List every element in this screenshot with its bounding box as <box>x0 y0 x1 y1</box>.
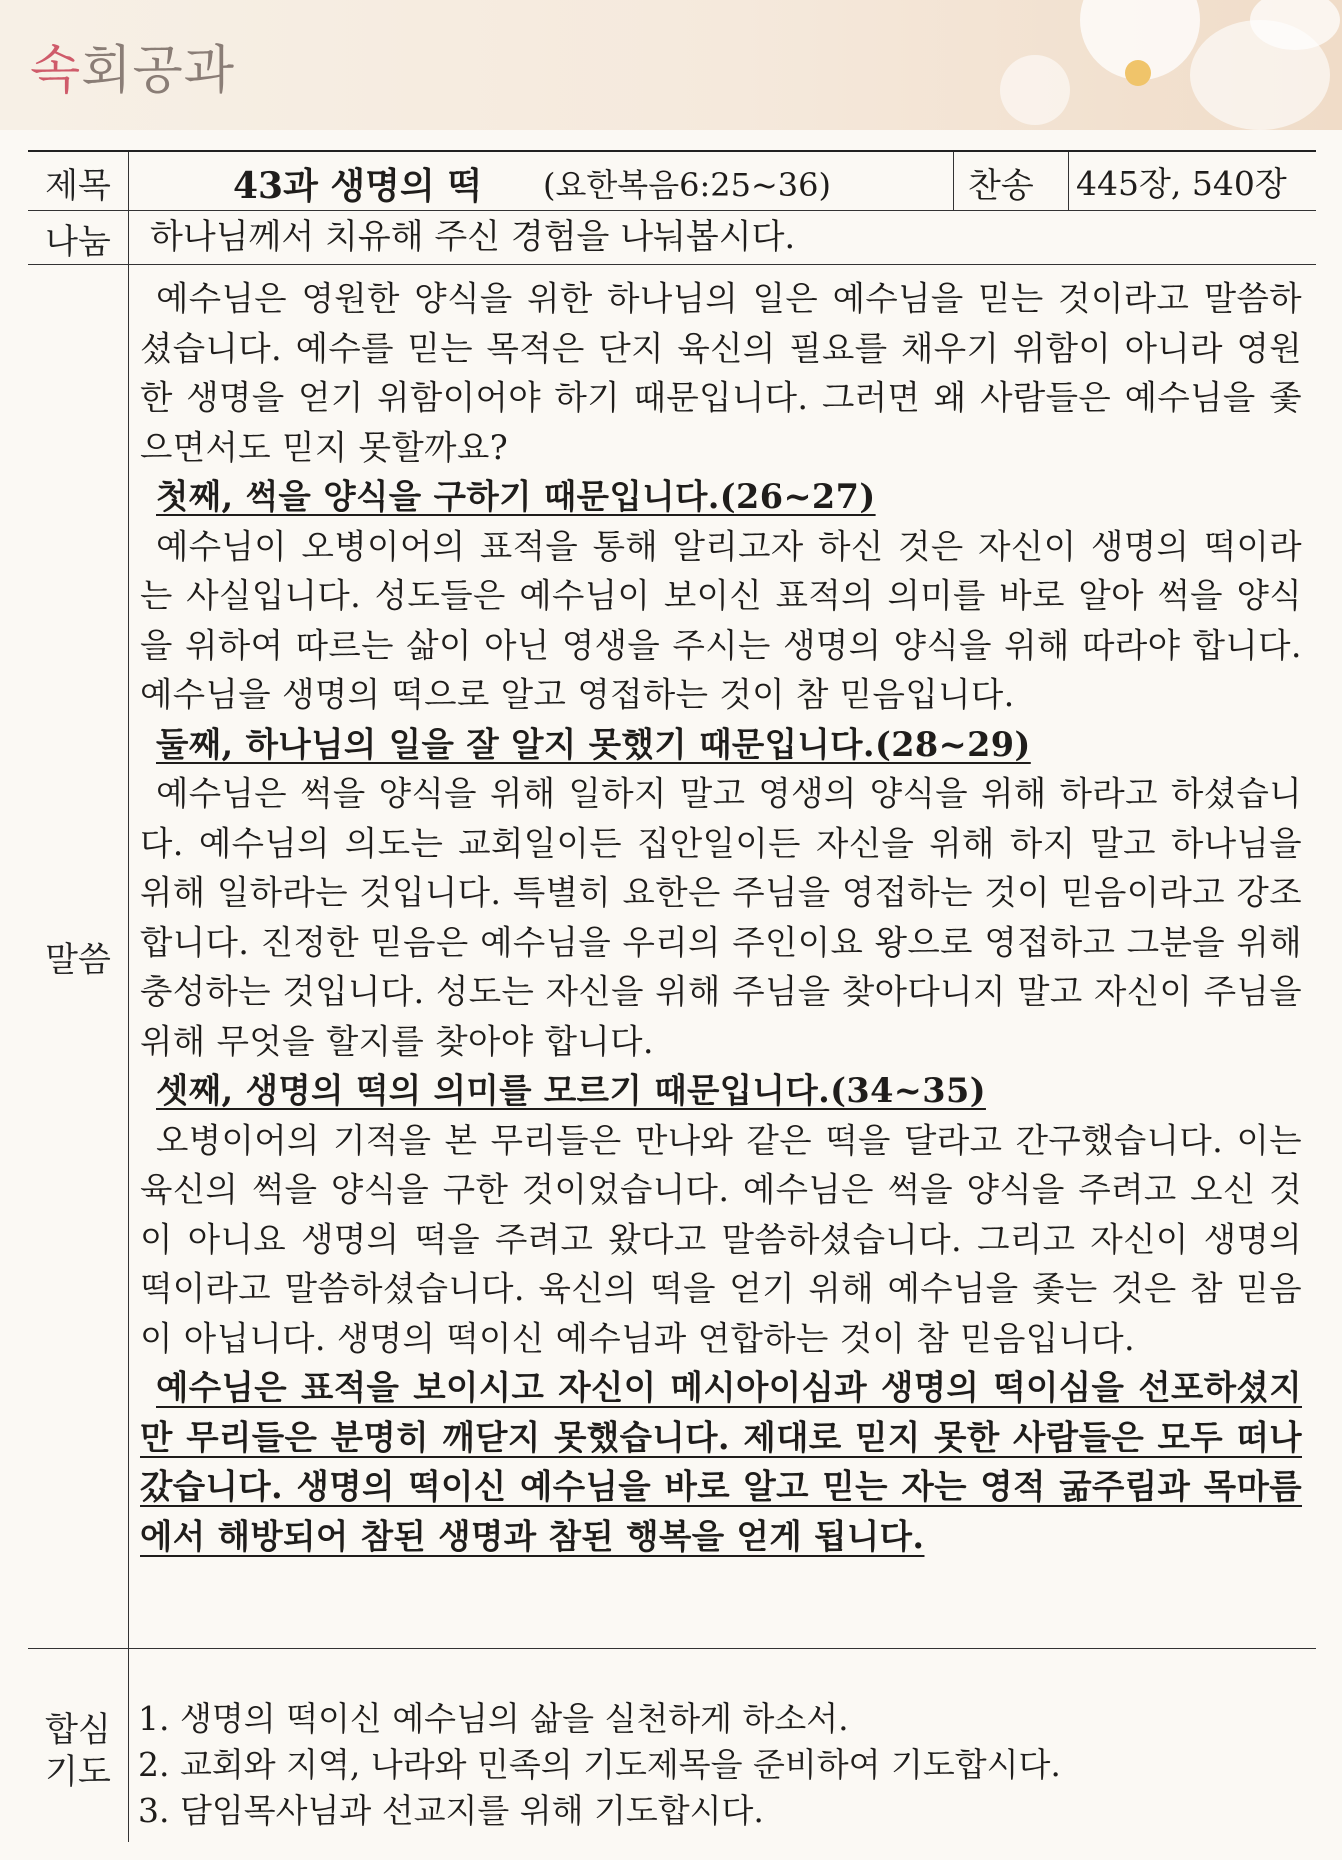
label-column-divider <box>128 152 129 1842</box>
section-tag-rest: 회공과 <box>81 41 235 101</box>
subject-label: 제목 <box>45 166 111 206</box>
lesson-title: 43과 생명의 떡 <box>233 165 483 207</box>
scripture-reference: (요한복음6:25~36) <box>543 166 832 204</box>
row-divider <box>28 264 1316 265</box>
point-heading: 둘째, 하나님의 일을 잘 알지 못했기 때문입니다.(28~29) <box>156 724 1031 764</box>
conclusion-paragraph: 예수님은 표적을 보이시고 자신이 메시아이심과 생명의 떡이심을 선포하셨지만 무리들은 분명히 깨닫지 못했습니다. 제대로 믿지 못한 사람들은 모두 떠나갔습니다. 생명의 떡이신 예수님을 바로 알고 믿는 자는 영적 굶주림과 목마름에서 해방되어 참된 생명과 참된 행복을 얻게 됩니다. <box>140 1368 1302 1556</box>
point-paragraph: 예수님은 썩을 양식을 위해 일하지 말고 영생의 양식을 위해 하라고 하셨습니다. 예수님의 의도는 교회일이든 집안일이든 자신을 위해 하지 말고 하나님을 위해 일하라는 것입니다. 특별히 요한은 주님을 영접하는 것이 믿음이라고 강조합니다. 진정한 믿음은 예수님을 우리의 주인이요 왕으로 영접하고 그분을 위해 충성하는 것입니다. 성도는 자신을 위해 주님을 찾아다니지 말고 자신이 주님을 위해 무엇을 할지를 찾아야 합니다. <box>140 774 1302 1061</box>
point-heading: 셋째, 생명의 떡의 의미를 모르기 때문입니다.(34~35) <box>156 1071 986 1110</box>
flower-decoration <box>1125 60 1151 86</box>
sharing-label: 나눔 <box>45 222 111 262</box>
point-paragraph: 오병이어의 기적을 본 무리들은 만나와 같은 떡을 달라고 간구했습니다. 이는 육신의 썩을 양식을 구한 것이었습니다. 예수님은 썩을 양식을 주려고 오신 것이 아니요 생명의 떡을 주려고 왔다고 말씀하셨습니다. 그리고 자신이 생명의 떡이라고 말씀하셨습니다. 육신의 떡을 얻기 위해 예수님을 좇는 것은 참 믿음이 아닙니다. 생명의 떡이신 예수님과 연합하는 것이 참 믿음입니다. <box>140 1120 1302 1358</box>
row-divider <box>28 1648 1316 1649</box>
section-tag-accent: 속 <box>30 41 82 101</box>
prayer-label-line2: 기도 <box>45 1752 111 1792</box>
prayer-item: 2. 교회와 지역, 나라와 민족의 기도제목을 준비하여 기도합시다. <box>138 1745 1061 1784</box>
flower-decoration <box>1000 55 1070 125</box>
hymn-divider <box>1068 152 1069 210</box>
intro-paragraph: 예수님은 영원한 양식을 위한 하나님의 일은 예수님을 믿는 것이라고 말씀하셨습니다. 예수를 믿는 목적은 단지 육신의 필요를 채우기 위함이 아니라 영원한 생명을 얻기 위함이어야 하기 때문입니다. 그러면 왜 사람들은 예수님을 좇으면서도 믿지 못할까요? <box>140 279 1302 467</box>
hymn-divider <box>953 152 954 210</box>
prayer-label-line1: 합심 <box>45 1710 111 1750</box>
message-label: 말씀 <box>45 940 111 980</box>
lesson-sheet <box>28 150 1316 1842</box>
prayer-list <box>138 1696 1061 1834</box>
section-tag <box>30 28 235 103</box>
sharing-text: 하나님께서 치유해 주신 경험을 나눠봅시다. <box>150 217 796 257</box>
point-paragraph: 예수님이 오병이어의 표적을 통해 알리고자 하신 것은 자신이 생명의 떡이라는 사실입니다. 성도들은 예수님이 보이신 표적의 의미를 바로 알아 썩을 양식을 위하여 따르는 삶이 아닌 영생을 주시는 생명의 양식을 위해 따라야 합니다. 예수님을 생명의 떡으로 알고 영접하는 것이 참 믿음입니다. <box>140 526 1302 714</box>
hymn-label: 찬송 <box>968 166 1034 206</box>
hymn-numbers: 445장, 540장 <box>1076 164 1287 203</box>
point-heading: 첫째, 썩을 양식을 구하기 때문입니다.(26~27) <box>156 477 876 516</box>
prayer-item: 3. 담임목사님과 선교지를 위해 기도합시다. <box>138 1791 764 1830</box>
message-body <box>140 274 1302 1561</box>
row-divider <box>28 210 1316 211</box>
prayer-item: 1. 생명의 떡이신 예수님의 삶을 실천하게 하소서. <box>138 1699 849 1738</box>
